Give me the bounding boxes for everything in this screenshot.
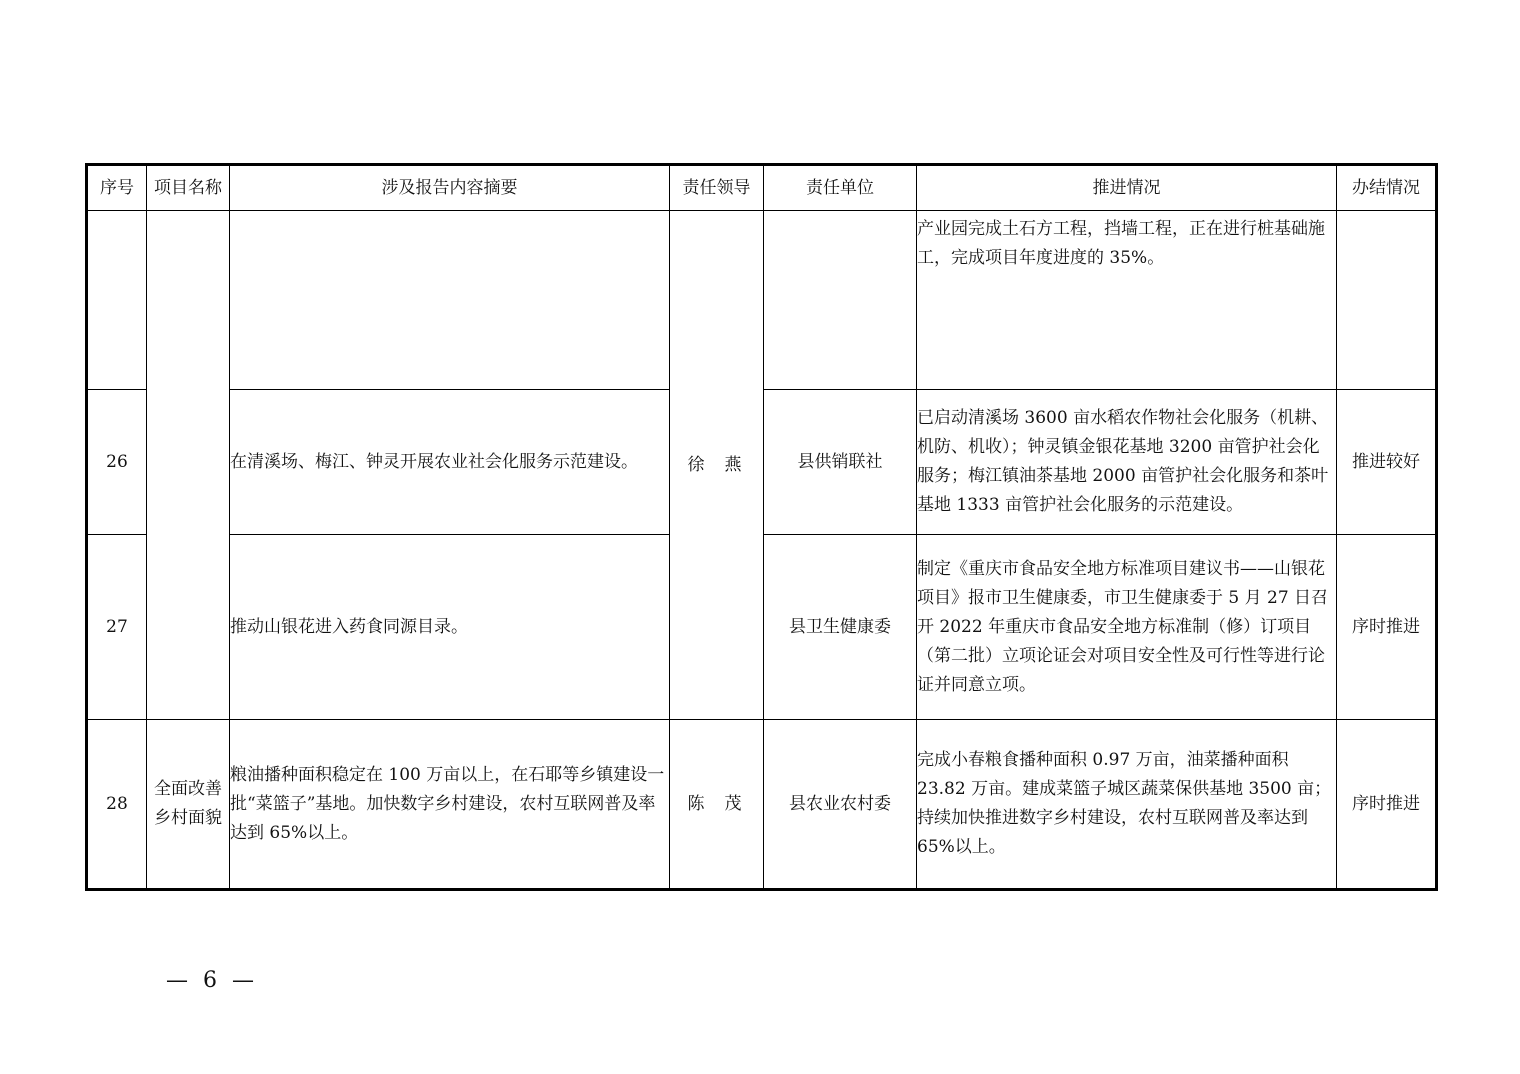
progress-cell: 制定《重庆市食品安全地方标准项目建议书——山银花项目》报市卫生健康委，市卫生健康委于 5 月 27 日召开 2022 年重庆市食品安全地方标准制（修）订项目（第二批）立项论证会对项目安全性及可行性等进行论证并同意立项。 bbox=[917, 535, 1337, 720]
header-index: 序号 bbox=[87, 165, 147, 211]
table-row bbox=[87, 720, 1437, 890]
index-cell: 28 bbox=[87, 720, 147, 890]
leader-cell: 徐燕 bbox=[670, 211, 764, 720]
page-number: — 6 — bbox=[166, 968, 258, 993]
header-status: 办结情况 bbox=[1337, 165, 1437, 211]
summary-cell: 在清溪场、梅江、钟灵开展农业社会化服务示范建设。 bbox=[230, 390, 670, 535]
project-cell: 全面改善乡村面貌 bbox=[147, 720, 230, 890]
project-cell bbox=[147, 211, 230, 720]
status-cell bbox=[1337, 211, 1437, 390]
unit-cell: 县卫生健康委 bbox=[764, 535, 917, 720]
progress-cell: 产业园完成土石方工程，挡墙工程，正在进行桩基础施工，完成项目年度进度的 35%。 bbox=[917, 211, 1337, 390]
header-unit: 责任单位 bbox=[764, 165, 917, 211]
status-cell: 推进较好 bbox=[1337, 390, 1437, 535]
header-leader: 责任领导 bbox=[670, 165, 764, 211]
header-progress: 推进情况 bbox=[917, 165, 1337, 211]
index-cell: 27 bbox=[87, 535, 147, 720]
summary-cell: 推动山银花进入药食同源目录。 bbox=[230, 535, 670, 720]
status-cell: 序时推进 bbox=[1337, 535, 1437, 720]
header-project: 项目名称 bbox=[147, 165, 230, 211]
table-row bbox=[87, 211, 1437, 390]
unit-cell: 县农业农村委 bbox=[764, 720, 917, 890]
header-row bbox=[87, 165, 1437, 211]
index-cell: 26 bbox=[87, 390, 147, 535]
leader-cell: 陈茂 bbox=[670, 720, 764, 890]
progress-cell: 已启动清溪场 3600 亩水稻农作物社会化服务（机耕、机防、机收）；钟灵镇金银花基地 3200 亩管护社会化服务；梅江镇油茶基地 2000 亩管护社会化服务和茶叶基地 1333 亩管护社会化服务的示范建设。 bbox=[917, 390, 1337, 535]
unit-cell bbox=[764, 211, 917, 390]
index-cell bbox=[87, 211, 147, 390]
unit-cell: 县供销联社 bbox=[764, 390, 917, 535]
summary-cell bbox=[230, 211, 670, 390]
progress-cell: 完成小春粮食播种面积 0.97 万亩，油菜播种面积 23.82 万亩。建成菜篮子城区蔬菜保供基地 3500 亩；持续加快推进数字乡村建设，农村互联网普及率达到 65%以上。 bbox=[917, 720, 1337, 890]
report-table bbox=[85, 163, 1438, 891]
summary-cell: 粮油播种面积稳定在 100 万亩以上，在石耶等乡镇建设一批“菜篮子”基地。加快数字乡村建设，农村互联网普及率达到 65%以上。 bbox=[230, 720, 670, 890]
status-cell: 序时推进 bbox=[1337, 720, 1437, 890]
header-summary: 涉及报告内容摘要 bbox=[230, 165, 670, 211]
